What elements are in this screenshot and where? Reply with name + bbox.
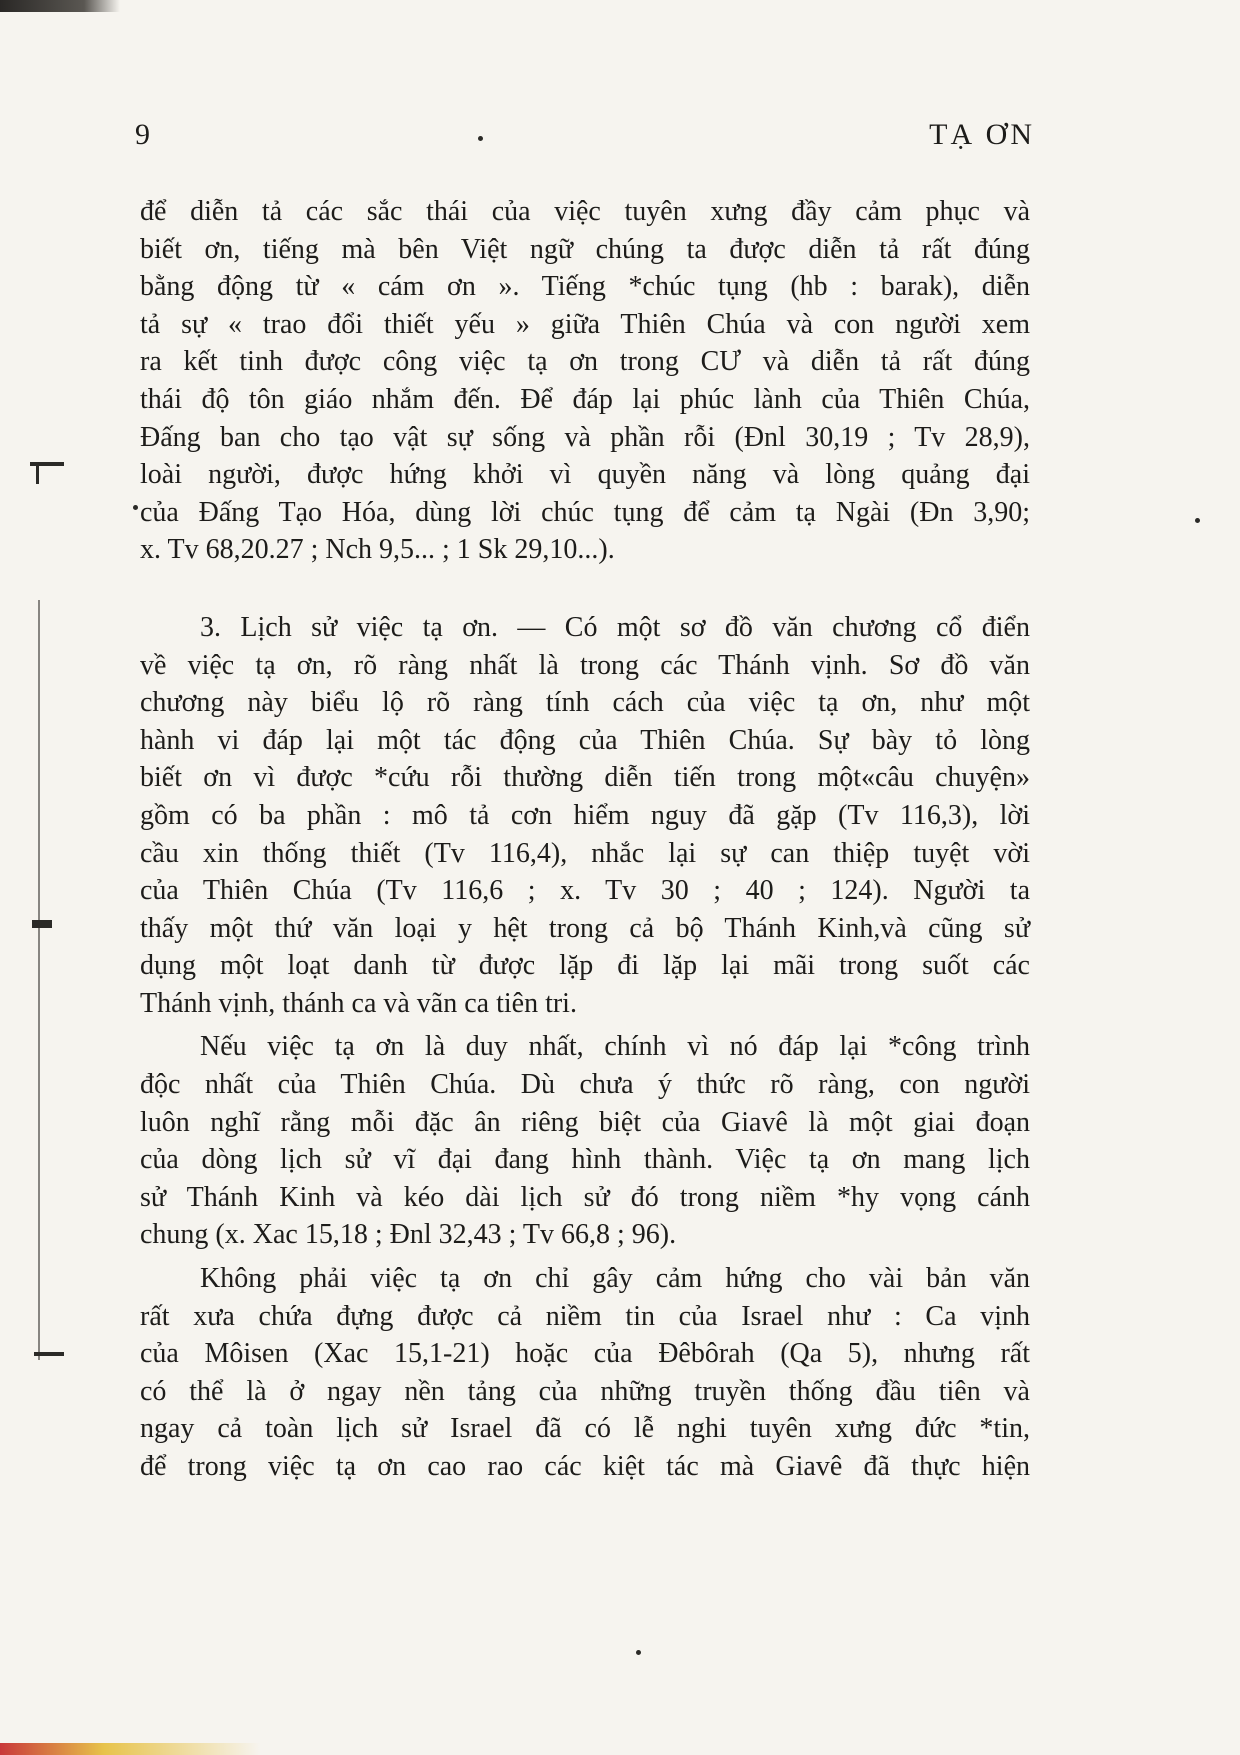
page-number: 9 [135, 118, 150, 151]
text-line: của Thiên Chúa (Tv 116,6 ; x. Tv 30 ; 40 ; 124). Người ta [140, 875, 1030, 907]
text-line: x. Tv 68,20.27 ; Nch 9,5... ; 1 Sk 29,10...). [140, 534, 615, 566]
text-line: luôn nghĩ rằng mỗi đặc ân riêng biệt của Giavê là một giai đoạn [140, 1106, 1030, 1138]
text-line: ra kết tinh được công việc tạ ơn trong CƯ và diễn tả rất đúng [140, 346, 1030, 378]
text-line: Nếu việc tạ ơn là duy nhất, chính vì nó đáp lại *công trình [200, 1031, 1030, 1063]
text-line: Đấng ban cho tạo vật sự sống và phần rỗi (Đnl 30,19 ; Tv 28,9), [140, 421, 1030, 453]
text-line: biết ơn, tiếng mà bên Việt ngữ chúng ta được diễn tả rất đúng [140, 233, 1030, 265]
running-title: TẠ ƠN [929, 118, 1035, 151]
margin-mark [36, 466, 39, 484]
text-line: để diễn tả các sắc thái của việc tuyên xưng đầy cảm phục và [140, 196, 1030, 227]
scan-speck [636, 1650, 641, 1655]
text-line: biết ơn vì được *cứu rỗi thường diễn tiến trong một«câu chuyện» [140, 762, 1030, 794]
section-gap [140, 569, 1030, 609]
scan-edge-bottom [0, 1743, 260, 1755]
text-line: ngay cả toàn lịch sử Israel đã có lễ nghi tuyên xưng đức *tin, [140, 1413, 1030, 1445]
paragraph-2 [140, 609, 1030, 1023]
scan-speck [478, 136, 483, 141]
text-line: bằng động từ « cám ơn ». Tiếng *chúc tụng (hb : barak), diễn [140, 271, 1030, 303]
text-line: của dòng lịch sử vĩ đại đang hình thành. Việc tạ ơn mang lịch [140, 1144, 1030, 1176]
text-line: độc nhất của Thiên Chúa. Dù chưa ý thức rõ ràng, con người [140, 1069, 1030, 1101]
text-line: thấy một thứ văn loại y hệt trong cả bộ Thánh Kinh,và cũng sử [140, 912, 1030, 944]
text-line: Thánh vịnh, thánh ca và vãn ca tiên tri. [140, 987, 577, 1019]
paragraph-4 [140, 1260, 1030, 1486]
scan-edge-top [0, 0, 120, 12]
margin-mark [34, 1352, 64, 1356]
paragraph-1 [140, 193, 1030, 569]
text-line: có thể là ở ngay nền tảng của những truyền thống đầu tiên và [140, 1375, 1030, 1407]
text-line: Không phải việc tạ ơn chỉ gây cảm hứng cho vài bản văn [200, 1263, 1030, 1295]
scan-speck [133, 505, 138, 510]
text-line: dụng một loạt danh từ được lặp đi lặp lại mãi trong suốt các [140, 950, 1030, 982]
text-line: sử Thánh Kinh và kéo dài lịch sử đó trong niềm *hy vọng cánh [140, 1181, 1030, 1213]
section-heading-line: 3. Lịch sử việc tạ ơn. — Có một sơ đồ văn chương cổ điển [200, 611, 1030, 643]
text-line: về việc tạ ơn, rõ ràng nhất là trong các Thánh vịnh. Sơ đồ văn [140, 649, 1030, 681]
page-header [135, 118, 1035, 158]
text-line: cầu xin thống thiết (Tv 116,4), nhắc lại sự can thiệp tuyệt vời [140, 837, 1030, 869]
text-line: loài người, được hứng khởi vì quyền năng và lòng quảng đại [140, 459, 1030, 491]
text-line: tả sự « trao đổi thiết yếu » giữa Thiên Chúa và con người xem [140, 308, 1030, 340]
text-line: thái độ tôn giáo nhắm đến. Để đáp lại phúc lành của Thiên Chúa, [140, 383, 1030, 415]
margin-mark [38, 600, 40, 1360]
text-line: chương này biểu lộ rõ ràng tính cách của việc tạ ơn, như một [140, 687, 1030, 719]
text-line: của Đấng Tạo Hóa, dùng lời chúc tụng để cảm tạ Ngài (Đn 3,90; [140, 496, 1030, 528]
text-line: của Môisen (Xac 15,1-21) hoặc của Đêbôrah (Qa 5), nhưng rất [140, 1338, 1030, 1370]
paragraph-3 [140, 1028, 1030, 1254]
text-line: rất xưa chứa đựng được cả niềm tin của Israel như : Ca vịnh [140, 1300, 1030, 1332]
text-line: để trong việc tạ ơn cao rao các kiệt tác mà Giavê đã thực hiện [140, 1451, 1030, 1482]
text-line: chung (x. Xac 15,18 ; Đnl 32,43 ; Tv 66,8 ; 96). [140, 1219, 677, 1251]
margin-mark [32, 920, 52, 928]
text-line: hành vi đáp lại một tác động của Thiên Chúa. Sự bày tỏ lòng [140, 724, 1030, 756]
scan-speck [1195, 518, 1200, 523]
text-line: gồm có ba phần : mô tả cơn hiểm nguy đã gặp (Tv 116,3), lời [140, 799, 1030, 831]
body-text [140, 193, 1030, 1486]
